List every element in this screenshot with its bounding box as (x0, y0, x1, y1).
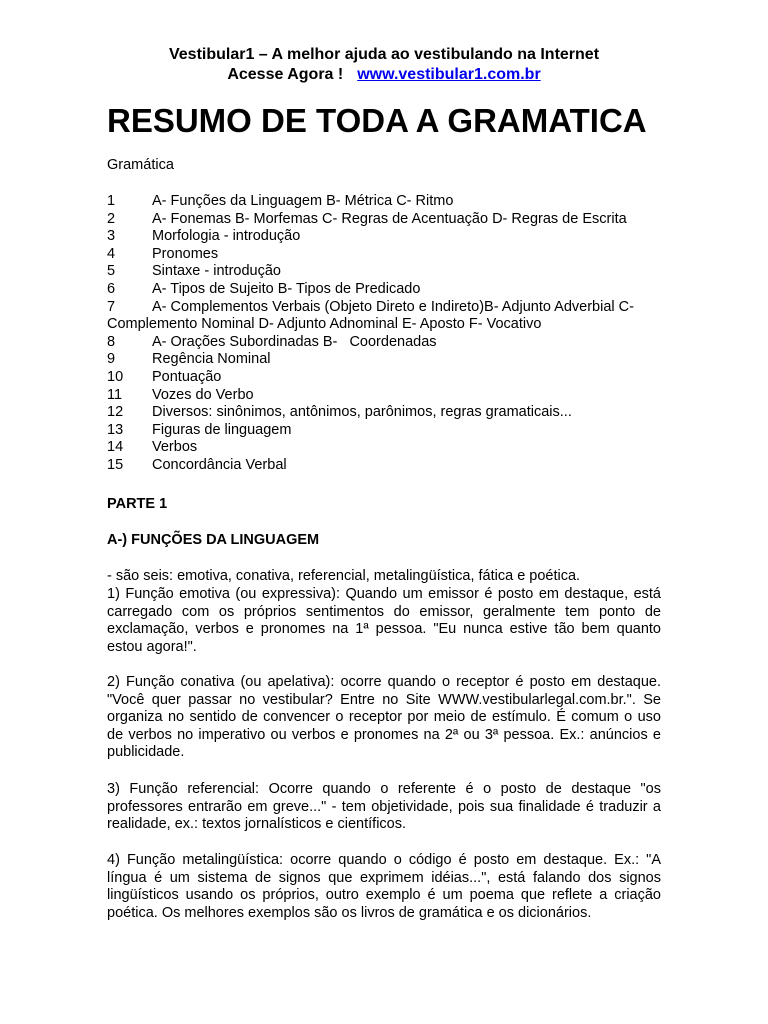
toc-text: A- Tipos de Sujeito B- Tipos de Predicado (152, 280, 421, 297)
paragraph-intro: - são seis: emotiva, conativa, referencial, metalingüística, fática e poética. (107, 568, 581, 584)
toc-item (107, 387, 661, 405)
toc-item (107, 281, 661, 299)
toc-text: Pontuação (152, 368, 222, 385)
toc-item (107, 351, 661, 369)
toc-number: 6 (107, 280, 116, 297)
toc-text: Morfologia - introdução (152, 228, 301, 245)
toc-number: 9 (107, 351, 116, 368)
toc-item (107, 404, 661, 422)
toc-item (107, 299, 661, 317)
paragraph-emotiva: 1) Função emotiva (ou expressiva): Quando um emissor é posto em destaque, está carregado com os próprios sentimentos do emissor, geralmente tem ponto de exclamação, verbos e pronomes na 1ª pessoa. "Eu nunca estive tão bem quanto estou agora!". (107, 586, 661, 655)
toc-item (107, 228, 661, 246)
section-heading: A-) FUNÇÕES DA LINGUAGEM (107, 532, 320, 548)
toc-text: A- Fonemas B- Morfemas C- Regras de Acentuação D- Regras de Escrita (152, 210, 627, 227)
part-heading: PARTE 1 (107, 496, 168, 512)
toc-item (107, 439, 661, 457)
toc-text: A- Funções da Linguagem B- Métrica C- Ritmo (152, 193, 454, 209)
toc-number: 2 (107, 210, 116, 227)
toc-number: 3 (107, 228, 116, 245)
paragraph-referencial: 3) Função referencial: Ocorre quando o referente é o posto de destaque "os professores entrarão em greve..." - tem objetividade, pois sua finalidade é traduzir a realidade, ex.: textos jornalísticos e científicos. (107, 781, 661, 833)
section-subtitle: Gramática (107, 157, 174, 173)
toc-text: Pronomes (152, 245, 219, 262)
toc-number: 1 (107, 193, 116, 209)
toc-text: A- Complementos Verbais (Objeto Direto e Indireto)B- Adjunto Adverbial C- (152, 298, 634, 315)
header-access-line (0, 65, 768, 85)
toc-item (107, 334, 661, 352)
toc-text: Concordância Verbal (152, 456, 287, 473)
table-of-contents (107, 193, 661, 475)
toc-number: 4 (107, 245, 116, 262)
toc-text: Sintaxe - introdução (152, 263, 281, 280)
website-link[interactable]: www.vestibular1.com.br (357, 66, 541, 83)
toc-text: Diversos: sinônimos, antônimos, parônimos, regras gramaticais... (152, 404, 572, 421)
toc-number: 14 (107, 439, 124, 456)
toc-number: 7 (107, 298, 116, 315)
toc-number: 13 (107, 421, 124, 438)
toc-item (107, 422, 661, 440)
toc-item (107, 211, 661, 229)
toc-item (107, 193, 661, 211)
paragraph-conativa: 2) Função conativa (ou apelativa): ocorre quando o receptor é posto em destaque. "Você quer passar no vestibular? Entre no Site WWW.vestibularlegal.com.br.". Se organiza no sentido de convencer o receptor por meio de estímulo. É comum o uso de verbos no imperativo ou verbos e pronomes na 2ª ou 3ª pessoa. Ex.: anúncios e publicidade. (107, 674, 661, 761)
toc-number: 11 (107, 386, 123, 403)
document-title: RESUMO DE TODA A GRAMATICA (107, 102, 647, 139)
paragraph-metalinguistica: 4) Função metalingüística: ocorre quando o código é posto em destaque. Ex.: "A língua é um sistema de signos que exprimem idéias...", está falando dos signos lingüísticos usando os próprios, outro exemplo é um poema que reflete a criação poética. Os melhores exemplos são os livros de gramática e os dicionários. (107, 852, 661, 921)
toc-text: Verbos (152, 439, 198, 456)
header-access-prefix: Acesse Agora ! (227, 66, 344, 83)
header-tagline: Vestibular1 – A melhor ajuda ao vestibulando na Internet (168, 46, 600, 63)
page-header (0, 45, 768, 85)
toc-item-continuation: Complemento Nominal D- Adjunto Adnominal E- Aposto F- Vocativo (107, 316, 542, 333)
toc-text: Figuras de linguagem (152, 421, 292, 438)
toc-text: A- Orações Subordinadas B- Coordenadas (152, 333, 437, 350)
toc-number: 5 (107, 263, 116, 280)
toc-number: 12 (107, 404, 124, 421)
toc-number: 15 (107, 456, 124, 473)
toc-item (107, 263, 661, 281)
toc-number: 10 (107, 368, 124, 385)
toc-item (107, 369, 661, 387)
toc-number: 8 (107, 333, 116, 350)
toc-item (107, 457, 661, 475)
toc-text: Regência Nominal (152, 351, 271, 368)
toc-item (107, 246, 661, 264)
toc-text: Vozes do Verbo (152, 386, 254, 403)
